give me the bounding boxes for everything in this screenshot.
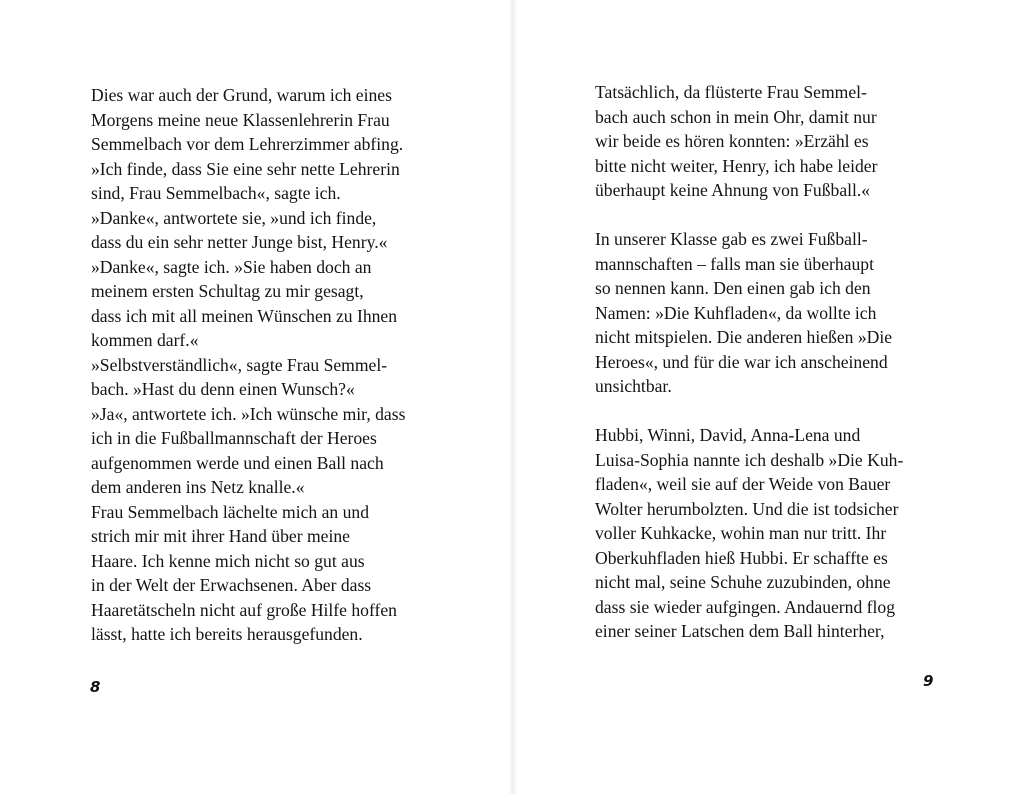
text-line: lässt, hatte ich bereits herausgefunden. [91,624,363,644]
text-line: In unserer Klasse gab es zwei Fußball- [595,229,868,249]
text-line: dass du ein sehr netter Junge bist, Henry.« [91,232,388,252]
page-number-left: 8 [90,678,101,696]
left-page-text [91,83,405,647]
text-line: unsichtbar. [595,376,672,396]
text-line: Hubbi, Winni, David, Anna-Lena und [595,425,861,445]
paragraph-gap [595,399,903,424]
text-line: sind, Frau Semmelbach«, sagte ich. [91,183,341,203]
text-line: nicht mal, seine Schuhe zuzubinden, ohne [595,572,891,592]
text-line: bitte nicht weiter, Henry, ich habe leider [595,155,878,176]
text-line: »Selbstverständlich«, sagte Frau Semmel- [91,354,388,375]
text-line: überhaupt keine Ahnung von Fußball.« [595,180,871,200]
text-line: Wolter herumbolzten. Und die ist todsicher [595,498,899,519]
text-line: nicht mitspielen. Die anderen hießen »Die [595,327,893,347]
text-line: Semmelbach vor dem Lehrerzimmer abfing. [91,134,404,154]
text-line: »Danke«, sagte ich. »Sie haben doch an [91,256,372,277]
left-page [0,0,509,794]
text-line: ich in die Fußballmannschaft der Heroes [91,428,377,448]
text-line: Oberkuhfladen hieß Hubbi. Er schaffte es [595,547,888,568]
text-line: Morgens meine neue Klassenlehrerin Frau [91,109,390,130]
page-number-right: 9 [923,672,934,690]
text-line: einer seiner Latschen dem Ball hinterher, [595,621,885,641]
text-line: voller Kuhkacke, wohin man nur tritt. Ihr [595,523,887,543]
text-line: mannschaften – falls man sie überhaupt [595,253,874,274]
book-gutter [509,0,517,794]
text-line: Tatsächlich, da flüsterte Frau Semmel- [595,82,867,102]
text-line: »Danke«, antwortete sie, »und ich finde, [91,207,377,228]
text-line: Dies war auch der Grund, warum ich eines [91,85,392,105]
text-line: strich mir mit ihrer Hand über meine [91,526,350,546]
text-line: Haare. Ich kenne mich nicht so gut aus [91,550,365,571]
text-line: »Ja«, antwortete ich. »Ich wünsche mir, dass [91,403,406,424]
text-line: Luisa-Sophia nannte ich deshalb »Die Kuh- [595,449,904,470]
text-line: Haaretätscheln nicht auf große Hilfe hoffen [91,599,397,620]
text-line: Namen: »Die Kuhfladen«, da wollte ich [595,302,877,323]
right-page-text [595,80,903,644]
text-line: in der Welt der Erwachsenen. Aber dass [91,575,372,595]
text-line: aufgenommen werde und einen Ball nach [91,452,384,473]
text-line: so nennen kann. Den einen gab ich den [595,278,871,298]
text-line: kommen darf.« [91,330,199,350]
text-line: bach. »Hast du denn einen Wunsch?« [91,379,355,399]
text-line: fladen«, weil sie auf der Weide von Bauer [595,474,891,494]
text-line: dass ich mit all meinen Wünschen zu Ihnen [91,305,398,326]
paragraph-gap [595,203,903,228]
right-page [517,0,1024,794]
text-line: bach auch schon in mein Ohr, damit nur [595,106,877,127]
text-line: »Ich finde, dass Sie eine sehr nette Lehrerin [91,158,400,179]
text-line: meinem ersten Schultag zu mir gesagt, [91,281,364,301]
text-line: Frau Semmelbach lächelte mich an und [91,501,369,522]
text-line: dass sie wieder aufgingen. Andauernd flog [595,596,895,617]
text-line: wir beide es hören konnten: »Erzähl es [595,131,869,151]
text-line: Heroes«, und für die war ich anscheinend [595,351,888,372]
text-line: dem anderen ins Netz knalle.« [91,477,305,497]
